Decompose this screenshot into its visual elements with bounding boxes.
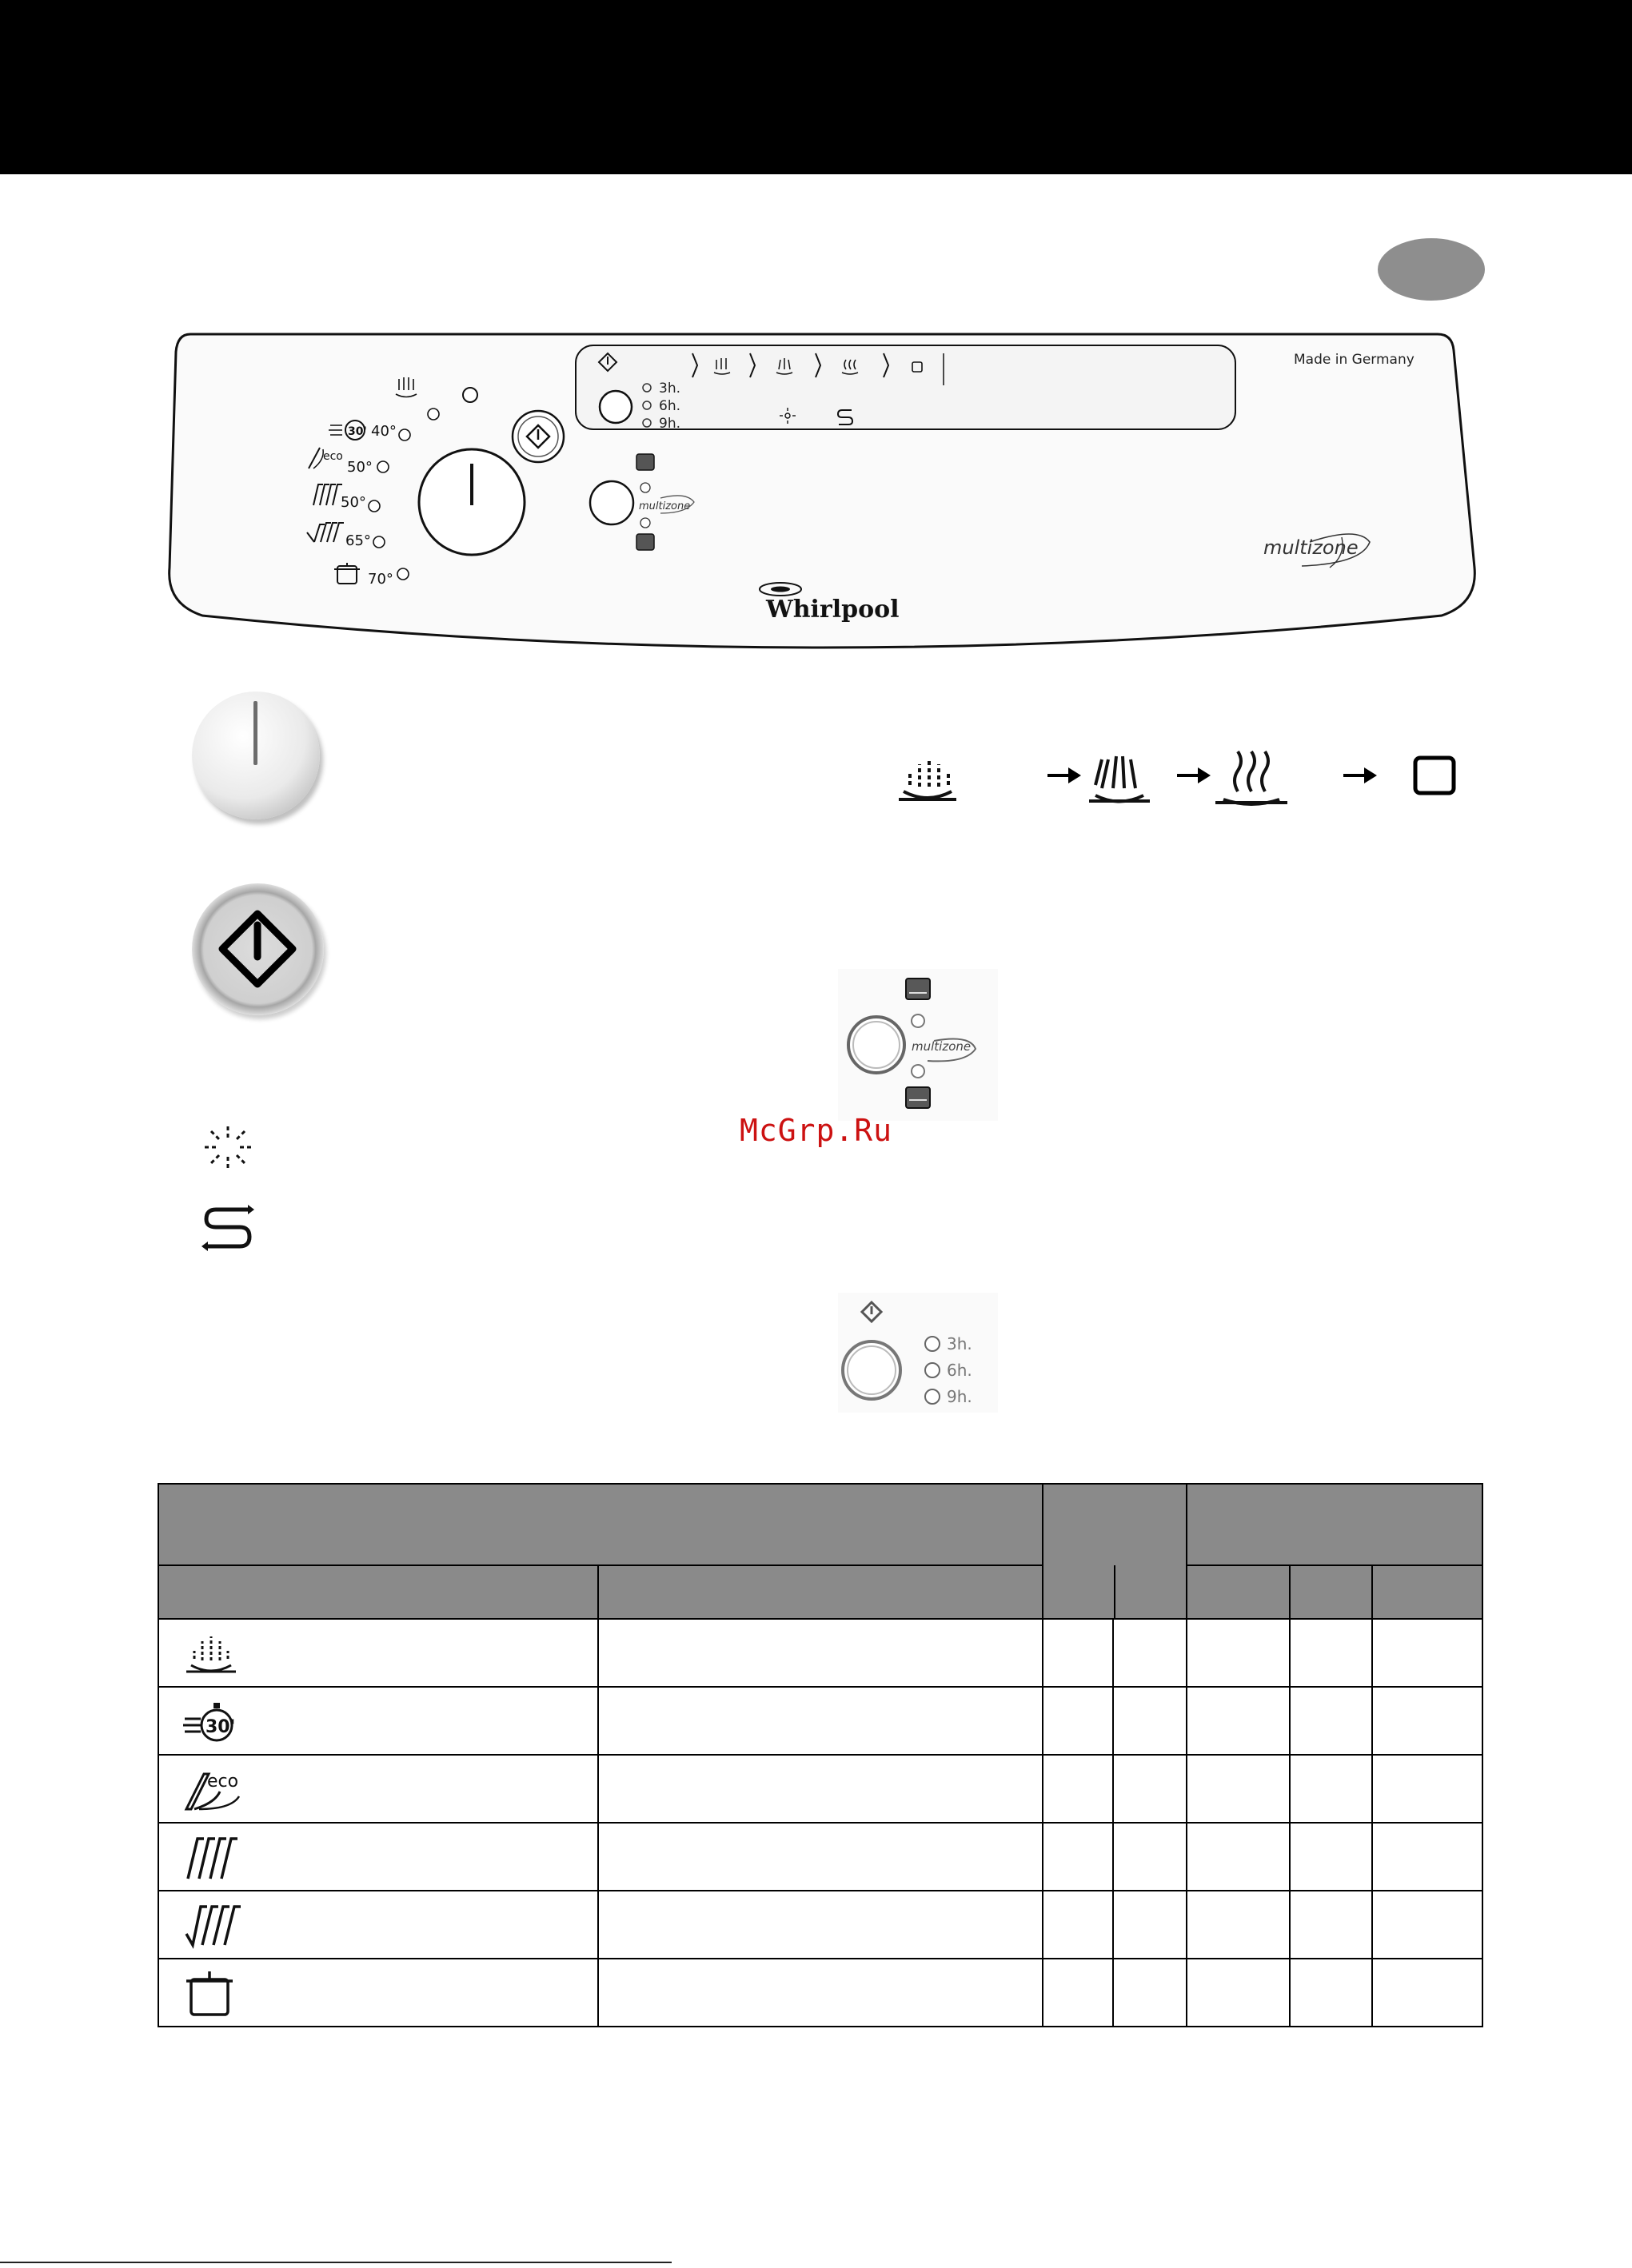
salt-indicator-icon bbox=[200, 1123, 256, 1171]
table-cell-icon bbox=[158, 1619, 598, 1687]
table-cell-icon bbox=[158, 1891, 598, 1959]
quick-30-icon bbox=[183, 1695, 247, 1748]
table-header-right bbox=[1187, 1484, 1482, 1565]
table-cell-icon bbox=[158, 1823, 598, 1891]
upper-basket-indicator-icon bbox=[906, 979, 930, 999]
eco-icon bbox=[183, 1763, 247, 1816]
dry-phase-icon bbox=[1215, 751, 1287, 804]
multizone-led bbox=[640, 518, 650, 528]
prewash-icon bbox=[183, 1627, 239, 1680]
table-row bbox=[158, 1619, 1482, 1687]
svg-text:30': 30' bbox=[205, 1716, 236, 1737]
table-cell-icon bbox=[158, 1755, 598, 1823]
normal-icon bbox=[183, 1831, 247, 1883]
header-bar bbox=[0, 0, 1632, 174]
delay-detail-3h: 3h. bbox=[947, 1334, 972, 1353]
svg-text:30': 30' bbox=[348, 425, 367, 438]
delay-button bbox=[843, 1341, 900, 1399]
control-panel-illustration bbox=[166, 328, 1478, 664]
delay-label-6h: 6h. bbox=[659, 398, 680, 414]
table-row bbox=[158, 1959, 1482, 2027]
delay-label-9h: 9h. bbox=[659, 416, 680, 432]
start-button-illustration bbox=[192, 883, 324, 1015]
multizone-small-label: multizone bbox=[639, 500, 691, 512]
program-temp-intensive: 65° bbox=[345, 532, 371, 549]
delay-detail-6h: 6h. bbox=[947, 1361, 972, 1380]
svg-text:eco: eco bbox=[323, 450, 343, 463]
program-led bbox=[399, 429, 410, 440]
made-in-label: Made in Germany bbox=[1294, 352, 1415, 368]
wash-phase-sequence bbox=[880, 735, 1471, 815]
table-header-middle bbox=[1043, 1484, 1187, 1619]
wash-phase-icon bbox=[1089, 756, 1150, 802]
delay-detail-illustration bbox=[838, 1293, 998, 1413]
table-header-program bbox=[158, 1484, 1043, 1565]
language-badge bbox=[1378, 238, 1485, 301]
intensive-icon bbox=[183, 1899, 247, 1951]
svg-text:eco: eco bbox=[207, 1771, 239, 1792]
table-cell-icon bbox=[158, 1687, 598, 1755]
program-led bbox=[428, 409, 439, 420]
program-led bbox=[463, 388, 477, 402]
program-led bbox=[397, 568, 409, 580]
multizone-logo: multizone bbox=[1263, 536, 1359, 559]
multizone-detail-label: multizone bbox=[912, 1039, 972, 1054]
table-row bbox=[158, 1687, 1482, 1755]
table-subheader bbox=[1290, 1565, 1372, 1619]
lower-basket-indicator-icon bbox=[906, 1087, 930, 1108]
rinse-aid-indicator-icon bbox=[200, 1203, 257, 1253]
pot-icon bbox=[183, 1967, 247, 2019]
table-subheader bbox=[598, 1565, 1043, 1619]
arrow-icon bbox=[1047, 767, 1081, 783]
table-subheader bbox=[1187, 1565, 1290, 1619]
arrow-icon bbox=[1177, 767, 1211, 783]
delay-button[interactable] bbox=[600, 391, 632, 423]
program-temp-eco: 50° bbox=[347, 459, 373, 476]
table-cell-icon bbox=[158, 1959, 598, 2027]
multizone-button[interactable] bbox=[590, 481, 633, 524]
table-row bbox=[158, 1823, 1482, 1891]
program-led bbox=[377, 461, 389, 472]
watermark: McGrp.Ru bbox=[740, 1113, 893, 1148]
multizone-led bbox=[640, 483, 650, 492]
delay-label-3h: 3h. bbox=[659, 381, 680, 397]
table-subheader bbox=[1372, 1565, 1482, 1619]
end-phase-icon bbox=[1415, 758, 1454, 793]
brand-logo: Whirlpool bbox=[766, 596, 900, 624]
lower-basket-indicator-icon bbox=[636, 534, 654, 550]
table-row bbox=[158, 1891, 1482, 1959]
prewash-phase-icon bbox=[899, 761, 956, 799]
footer-rule bbox=[0, 2262, 672, 2263]
program-temp-pot: 70° bbox=[368, 571, 393, 588]
program-led bbox=[373, 536, 385, 548]
table-row bbox=[158, 1755, 1482, 1823]
program-temp-quick: 40° bbox=[371, 423, 397, 440]
program-knob-illustration bbox=[192, 692, 320, 819]
multizone-detail-illustration bbox=[838, 969, 998, 1121]
delay-detail-9h: 9h. bbox=[947, 1387, 972, 1406]
arrow-icon bbox=[1343, 767, 1377, 783]
table-subheader bbox=[158, 1565, 598, 1619]
program-table bbox=[158, 1483, 1482, 2027]
program-temp-normal: 50° bbox=[341, 494, 366, 511]
program-led bbox=[369, 500, 380, 512]
upper-basket-indicator-icon bbox=[636, 454, 654, 470]
